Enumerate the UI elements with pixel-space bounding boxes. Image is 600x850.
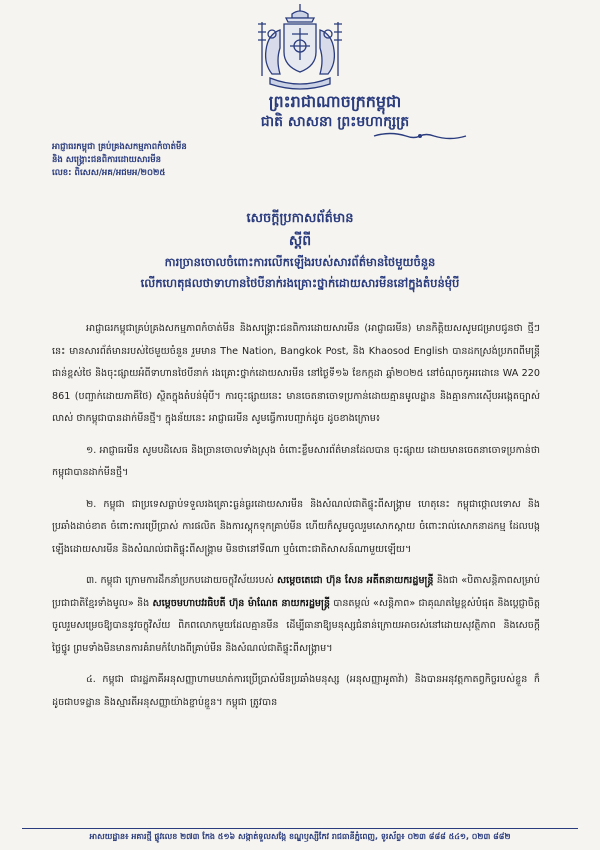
title-regarding: ស្តីពី [288,233,312,249]
sender-authority-cont: និង សង្គ្រោះជនពិការដោយសារមីន [52,155,162,165]
leader-name-2: សម្តេចមហាបវរធិបតី ហ៊ុន ម៉ាណែត នាយករដ្ឋមន្ត្រី [152,597,330,609]
reference-number: លេខ: ពិសេស/អគ/អជមអ/២០២៥ [52,168,166,178]
document-title [0,208,600,294]
kingdom-title: ព្រះរាជាណាចក្រកម្ពុជា [268,92,402,111]
paragraph-point-4: ៤. កម្ពុជា ជារដ្ឋភាគីអនុសញ្ញាហាមឃាត់ការប្រើប្រាស់មីនប្រឆាំងមនុស្ស (អនុសញ្ញាអូតាវ៉ា) និងបានអនុវត្តកាតព្វកិច្ចរបស់ខ្លួន ក៏ដូចជាបទដ្ឋាន និងស្មារតីអនុសញ្ញាយ៉ាងខ្ជាប់ខ្ជួន។ កម្ពុជា ត្រូវបាន [52,674,540,708]
kingdom-header [0,92,600,132]
point-3-text-a: ៣. កម្ពុជា ក្រោមការដឹកនាំប្រកបដោយចក្ខុវិស័យរបស់ [86,575,278,586]
royal-coat-of-arms-icon [250,0,350,92]
sender-authority: អាជ្ញាធរកម្ពុជា គ្រប់គ្រងសកម្មភាពកំចាត់មីន [52,142,187,152]
national-motto: ជាតិ សាសនា ព្រះមហាក្សត្រ [260,114,410,130]
title-press-release: សេចក្តីប្រកាសព័ត៌មាន [246,211,354,226]
sender-block [52,141,187,180]
paragraph-point-3 [52,570,540,660]
title-subject-line-1: ការច្រានចោលចំពោះការលើកឡើងរបស់សារព័ត៌មានថៃមួយចំនួន [164,255,436,269]
ornament-divider-icon [370,131,470,141]
footer-divider [22,828,578,829]
point-3-text-b: និងជា «បិតាសន្តិភាពសម្រាប់ប្រជាជាតិខ្មែរទាំងមូល» និង [52,575,540,609]
footer-address: អាសយដ្ឋាន៖ អគារថ្មី ផ្លូវលេខ ២៧៣ កែង ៥១៦ សង្កាត់ទួលសង្កែ ខណ្ឌឫស្សីកែវ រាជធានីភ្នំពេញ, ទូរស័ព្ទ៖ ០២៣ ៨៨៨ ៥៤១, ០២៣ ៨៨២ [89,832,511,841]
title-subject-line-2: លើកហេតុផលថាទាហានថៃបីនាក់រងគ្រោះថ្នាក់ដោយសារមីននៅក្នុងតំបន់មុំបី [140,276,460,290]
paragraph-intro: អាជ្ញាធរកម្ពុជាគ្រប់គ្រងសកម្មភាពកំចាត់មីន និងសង្គ្រោះជនពិការដោយសារមីន (អាជ្ញាធរមីន) មានកិត្តិយសសូមជម្រាបជូនថា ថ្មីៗនេះ មានសារព័ត៌មានរបស់ថៃមួយចំនួន រួមមាន The Nation, Bangkok Post, និង Khaosod English បានដកស្រង់ប្រភពពីមន្ត្រីជាន់ខ្ពស់ថៃ និងចុះផ្សាយអំពីទាហានថៃបីនាក់ រងគ្រោះថ្នាក់ដោយសារមីន នៅថ្ងៃទី១៦ ខែកក្កដា ឆ្នាំ២០២៥ នៅចំណុចកូអរដោនេ WA 220 861 (បញ្ជាក់ដោយភាគីថៃ) ស្ថិតក្នុងតំបន់មុំបី។ ការចុះផ្សាយនេះ មានចេតនាចោទប្រកាន់ដោយគ្មានមូលដ្ឋាន និងគ្មានការស៊ើបអង្កេតច្បាស់លាស់ ថាកម្ពុជាបានដាក់មីនថ្មី។ ក្នុងន័យនេះ អាជ្ញាធរមីន សូមធ្វើការបញ្ជាក់ដូច ដូចខាងក្រោម៖ [52,323,540,424]
paragraph-point-2: ២. កម្ពុជា ជាប្រទេសធ្លាប់ទទួលរងគ្រោះធ្ងន់ធ្ងរដោយសារមីន និងសំណល់ជាតិផ្ទុះពីសង្គ្រាម ហេតុនេះ កម្ពុជាថ្កោលទោស និងប្រឆាំងដាច់ខាត ចំពោះការប្រើប្រាស់ ការផលិត និងការស្តុកទុកគ្រាប់មីន ហើយក៏សូមចូលរួមសោកស្តាយ ចំពោះរាល់សោកនាដកម្ម ដែលបង្កឡើងដោយសារមីន និងសំណល់ជាតិផ្ទុះពីសង្គ្រាម មិនថានៅទីណា ឬចំពោះជាតិសាសន៍ណាមួយឡើយ។ [52,498,540,555]
document-body [52,318,540,723]
leader-name-1: សម្តេចតេជោ ហ៊ុន សែន អតីតនាយករដ្ឋមន្ត្រី [277,575,434,586]
point-3-text-c: បានតម្កល់ «សន្តិភាព» ជាគុណតម្លៃខ្ពស់បំផុត និងប្តេជ្ញាចិត្តចូលរួមសម្រេចឱ្យបាននូវចក្ខុវិស័យ ពិភពលោកមួយដែលគ្មានមីន ដើម្បីធានាឱ្យមនុស្សជំនាន់ក្រោយអាចរស់នៅដោយសុវត្ថិភាព និងសេចក្តីថ្លៃថ្នូរ ព្រមទាំងមិនមានការគំរាមកំហែងពីគ្រាប់មីន និងសំណល់ជាតិផ្ទុះពីសង្គ្រាម។ [52,597,540,654]
paragraph-point-1: ១. អាជ្ញាធរមីន សូមបដិសេធ និងច្រានចោលទាំងស្រុង ចំពោះខ្លឹមសារព័ត៌មានដែលបាន ចុះផ្សាយ ដោយមានចេតនាចោទប្រកាន់ថា កម្ពុជាបានដាក់មីនថ្មី។ [52,444,540,478]
